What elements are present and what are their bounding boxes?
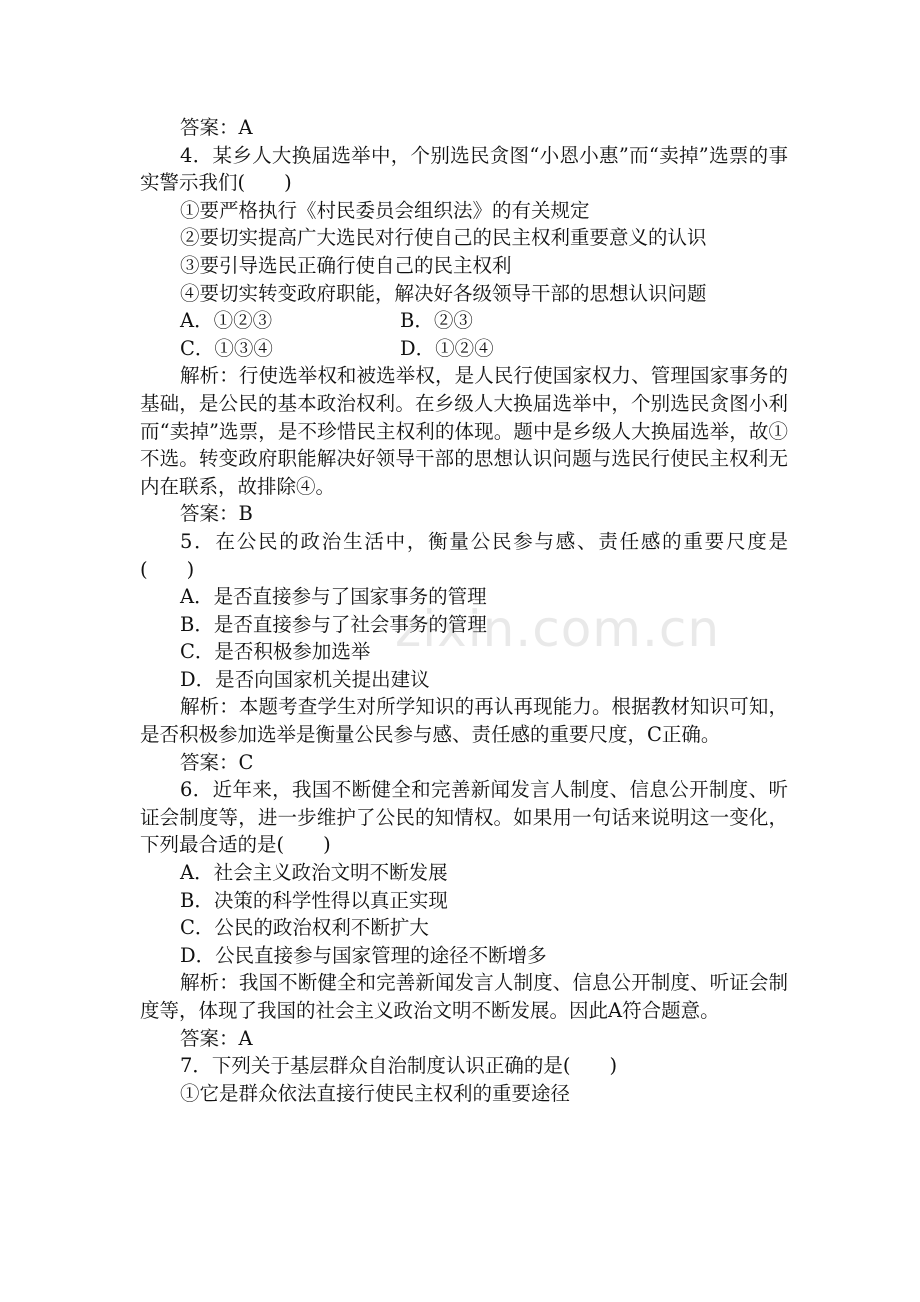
- question-6-option-c: C．公民的政治权利不断扩大: [180, 916, 429, 940]
- document-body: [140, 114, 788, 1107]
- question-4-option-a: A．①②③: [180, 309, 273, 333]
- answer-6: 答案：A: [180, 1026, 253, 1050]
- question-6-option-a: A．社会主义政治文明不断发展: [180, 861, 448, 885]
- question-7-stem: 7．下列关于基层群众自治制度认识正确的是( ): [180, 1054, 618, 1078]
- question-4-options-row-2: [140, 335, 788, 363]
- question-4-option-b: B．②③: [400, 309, 473, 333]
- question-5-option-a: A．是否直接参与了国家事务的管理: [180, 585, 487, 609]
- question-6-option-b: B．决策的科学性得以真正实现: [180, 888, 448, 912]
- question-5-option-d: D．是否向国家机关提出建议: [180, 667, 430, 691]
- question-4-analysis: 解析：行使选举权和被选举权，是人民行使国家权力、管理国家事务的基础，是公民的基本政治权利。在乡级人大换届选举中，个别选民贪图小利而“卖掉”选票，是不珍惜民主权利的体现。题中是乡级人大换届选举，故①不选。转变政府职能解决好领导干部的思想认识问题与选民行使民主权利无内在联系，故排除④。: [140, 364, 788, 498]
- question-6-option-d: D．公民直接参与国家管理的途径不断增多: [180, 943, 547, 967]
- answer-5: 答案：C: [180, 750, 254, 774]
- question-4-stem: 4．某乡人大换届选举中，个别选民贪图“小恩小惠”而“卖掉”选票的事实警示我们( ): [140, 143, 788, 195]
- question-4-statement-4: ④要切实转变政府职能，解决好各级领导干部的思想认识问题: [180, 281, 707, 305]
- question-4-option-d: D．①②④: [400, 336, 494, 360]
- answer-3: 答案：A: [180, 116, 253, 139]
- question-6-analysis: 解析：我国不断健全和完善新闻发言人制度、信息公开制度、听证会制度等，体现了我国的社会主义政治文明不断发展。因此A符合题意。: [140, 971, 788, 1022]
- question-4-statement-2: ②要切实提高广大选民对行使自己的民主权利重要意义的认识: [180, 226, 707, 250]
- question-4-option-c: C．①③④: [180, 336, 273, 360]
- question-5-analysis: 解析：本题考查学生对所学知识的再认再现能力。根据教材知识可知，是否积极参加选举是衡量公民参与感、责任感的重要尺度，C正确。: [140, 695, 788, 747]
- watermark: zixin.com.cn: [395, 600, 721, 658]
- question-4-statement-1: ①要严格执行《村民委员会组织法》的有关规定: [180, 198, 590, 222]
- question-6-stem: 6．近年来，我国不断健全和完善新闻发言人制度、信息公开制度、听证会制度等，进一步维护了公民的知情权。如果用一句话来说明这一变化，下列最合适的是( ): [140, 778, 788, 857]
- question-7-statement-1: ①它是群众依法直接行使民主权利的重要途径: [180, 1081, 571, 1105]
- question-4-statement-3: ③要引导选民正确行使自己的民主权利: [180, 253, 512, 277]
- question-5-option-b: B．是否直接参与了社会事务的管理: [180, 612, 487, 636]
- answer-4: 答案：B: [180, 502, 253, 526]
- question-5-option-c: C．是否积极参加选举: [180, 640, 371, 664]
- question-4-options-row-1: [140, 307, 788, 335]
- question-5-stem: 5．在公民的政治生活中，衡量公民参与感、责任感的重要尺度是( ): [140, 529, 788, 581]
